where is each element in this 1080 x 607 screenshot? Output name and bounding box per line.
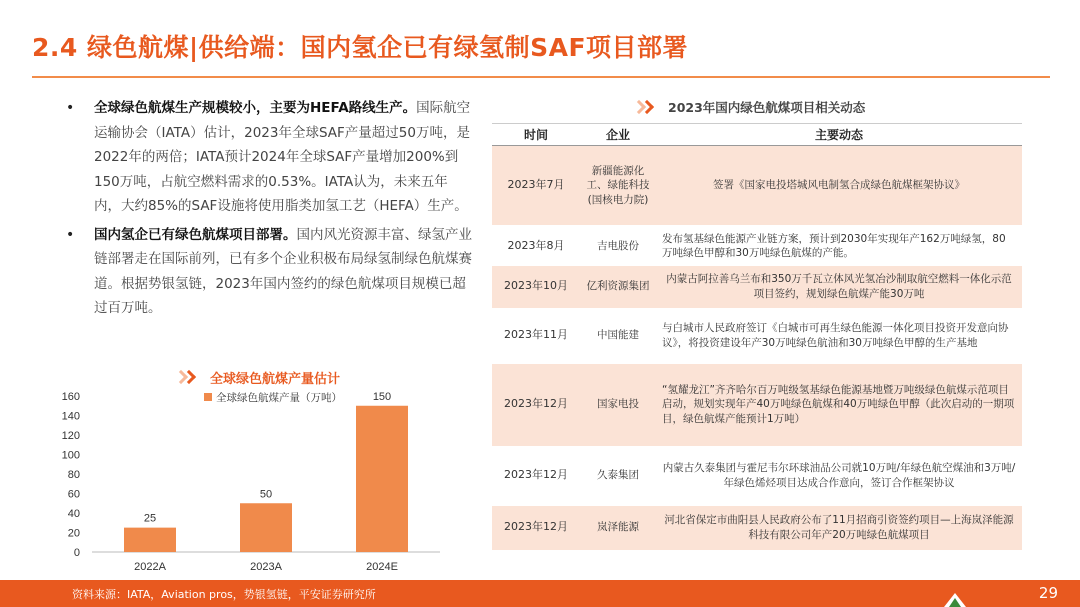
legend-label: 全球绿色航煤产量（万吨） xyxy=(216,392,342,404)
header-company: 企业 xyxy=(580,124,656,146)
y-tick-label: 140 xyxy=(61,410,80,423)
bar xyxy=(124,528,176,552)
cell-news: 签署《国家电投塔城风电制氢合成绿色航煤框架协议》 xyxy=(656,146,1022,226)
cell-company: 新疆能源化工、绿能科技(国核电力院) xyxy=(580,146,656,226)
cell-news: 与白城市人民政府签订《白城市可再生绿色能源一体化项目投资开发意向协议》，将投资建设年产30万吨绿色航油和30万吨绿色甲醇的生产基地 xyxy=(656,308,1022,364)
cell-news: 发布氢基绿色能源产业链方案，预计到2030年实现年产162万吨绿氢，80万吨绿色甲醇和30万吨绿色航煤的产能。 xyxy=(656,226,1022,266)
page-title: 2.4 绿色航煤|供给端：国内氢企已有绿氢制SAF项目部署 xyxy=(32,33,689,62)
y-tick-label: 40 xyxy=(67,508,80,520)
table-title: 2023年国内绿色航煤项目相关动态 xyxy=(668,100,866,115)
bullet-lead: 国内氢企已有绿色航煤项目部署。 xyxy=(94,226,297,243)
bullet-item xyxy=(62,223,472,321)
header-time: 时间 xyxy=(492,124,580,146)
x-tick-label: 2023A xyxy=(250,561,282,573)
cell-news: 内蒙古阿拉善乌兰布和350万千瓦立体风光氢冶沙制取航空燃料一体化示范项目签约，规划绿色航煤产能30万吨 xyxy=(656,266,1022,308)
y-tick-label: 80 xyxy=(67,469,80,481)
bullet-item xyxy=(62,96,472,219)
y-tick-label: 20 xyxy=(67,527,80,540)
cell-time: 2023年11月 xyxy=(492,308,580,364)
bullet-dot-icon: • xyxy=(66,100,75,116)
page-number: 29 xyxy=(1038,584,1058,602)
double-chevron-icon xyxy=(634,99,660,115)
cell-time: 2023年10月 xyxy=(492,266,580,308)
legend-swatch xyxy=(204,393,212,401)
y-tick-label: 160 xyxy=(61,391,80,403)
cell-company: 中国能建 xyxy=(580,308,656,364)
table-row xyxy=(492,308,1022,364)
bar xyxy=(356,406,408,552)
x-tick-label: 2024E xyxy=(366,561,398,573)
logo-icon xyxy=(944,593,966,607)
table-header-row xyxy=(492,124,1022,146)
y-tick-label: 0 xyxy=(73,547,80,559)
table-row xyxy=(492,506,1022,550)
cell-time: 2023年12月 xyxy=(492,446,580,506)
cell-time: 2023年8月 xyxy=(492,226,580,266)
cell-company: 岚泽能源 xyxy=(580,506,656,550)
data-label: 150 xyxy=(372,390,392,403)
y-tick-label: 120 xyxy=(61,430,80,442)
table-heading xyxy=(634,98,865,116)
header-news: 主要动态 xyxy=(656,124,1022,146)
bullet-list xyxy=(62,96,472,321)
cell-news: 内蒙古久泰集团与霍尼韦尔环球油品公司就10万吨/年绿色航空煤油和3万吨/年绿色烯烃项目达成合作意向，签订合作框架协议 xyxy=(656,446,1022,506)
x-tick-label: 2022A xyxy=(134,561,166,573)
cell-time: 2023年12月 xyxy=(492,364,580,446)
cell-time: 2023年7月 xyxy=(492,146,580,226)
news-table xyxy=(492,123,1022,550)
cell-company: 吉电股份 xyxy=(580,226,656,266)
chart-heading xyxy=(176,368,340,386)
y-tick-label: 100 xyxy=(61,449,80,462)
cell-company: 亿利资源集团 xyxy=(580,266,656,308)
data-label: 50 xyxy=(259,488,273,501)
table-row xyxy=(492,146,1022,226)
cell-news: 河北省保定市曲阳县人民政府公布了11月招商引资签约项目—上海岚泽能源科技有限公司年产20万吨绿色航煤项目 xyxy=(656,506,1022,550)
bullet-dot-icon: • xyxy=(66,226,75,243)
chart-title: 全球绿色航煤产量估计 xyxy=(210,371,341,387)
cell-company: 国家电投 xyxy=(580,364,656,446)
bar xyxy=(240,503,292,552)
table-row xyxy=(492,364,1022,446)
bullet-lead: 全球绿色航煤生产规模较小，主要为HEFA路线生产。 xyxy=(94,100,417,116)
double-chevron-icon xyxy=(176,369,202,385)
cell-time: 2023年12月 xyxy=(492,506,580,550)
table-row xyxy=(492,446,1022,506)
table-row xyxy=(492,226,1022,266)
table-row xyxy=(492,266,1022,308)
cell-news: “氢耀龙江”齐齐哈尔百万吨级氢基绿色能源基地暨万吨级绿色航煤示范项目启动，规划实现年产40万吨绿色航煤和40万吨绿色甲醇（此次启动的一期项目，绿色航煤产能预计1万吨） xyxy=(656,364,1022,446)
bar-chart xyxy=(40,386,460,578)
cell-company: 久泰集团 xyxy=(580,446,656,506)
bullet-body: 国际航空运输协会（IATA）估计，2023年全球SAF产量超过50万吨，是2022年的两倍；IATA预计2024年全球SAF产量增加200%到150万吨，占航空燃料需求的0.53%。IATA认为，未来五年内，大约85%的SAF设施将使用脂类加氢工艺（HEFA）生产。 xyxy=(94,100,471,214)
y-tick-label: 60 xyxy=(67,488,80,501)
bullet-body: 国内风光资源丰富、绿氢产业链部署走在国际前列，已有多个企业积极布局绿氢制绿色航煤赛道。根据势银氢链，2023年国内签约的绿色航煤项目规模已超过百万吨。 xyxy=(94,226,472,316)
source-note: 资料来源：IATA，Aviation pros，势银氢链，平安证券研究所 xyxy=(72,588,376,601)
title-divider xyxy=(32,76,1050,78)
data-label: 25 xyxy=(143,512,157,525)
